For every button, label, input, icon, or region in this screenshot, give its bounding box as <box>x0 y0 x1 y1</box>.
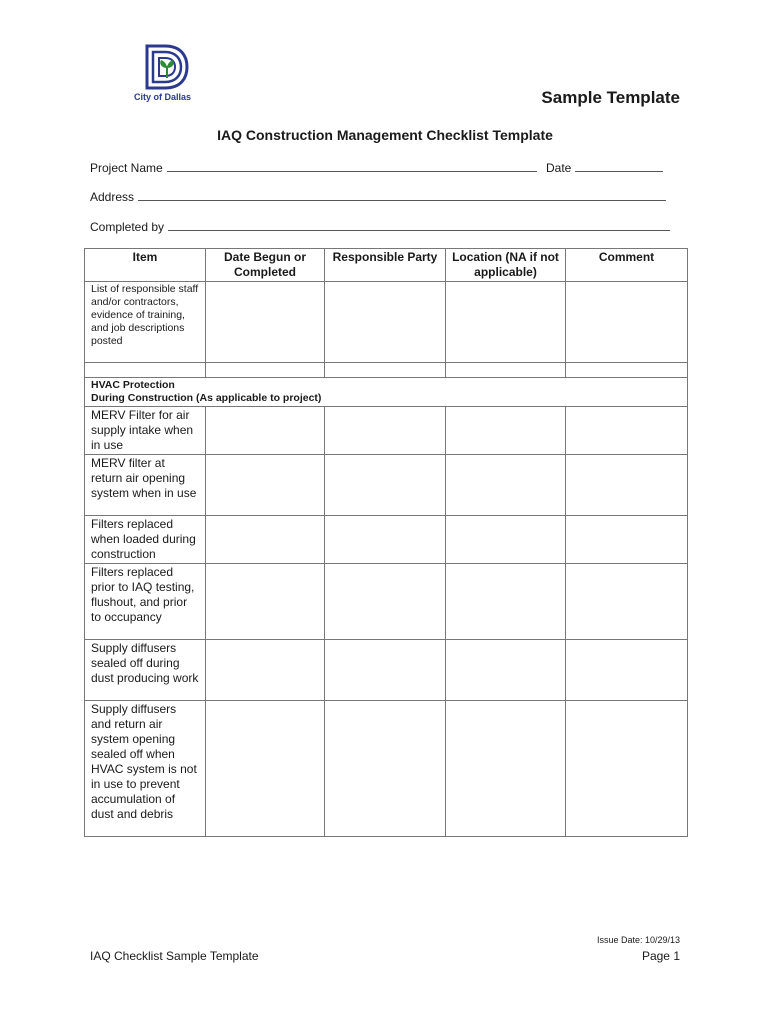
empty-cell[interactable] <box>566 455 688 516</box>
project-name-field <box>90 161 537 175</box>
table-row <box>85 701 688 837</box>
city-logo <box>134 44 208 106</box>
empty-cell[interactable] <box>446 363 566 378</box>
section-row <box>85 378 688 407</box>
header-date-begun: Date Begun or Completed <box>206 249 325 282</box>
empty-cell[interactable] <box>206 640 325 701</box>
empty-cell[interactable] <box>446 640 566 701</box>
empty-cell[interactable] <box>206 516 325 564</box>
project-name-line <box>167 161 537 172</box>
table-row <box>85 564 688 640</box>
item-cell: List of responsible staff and/or contractors, evidence of training, and job descriptions posted <box>85 282 206 363</box>
sample-template-heading: Sample Template <box>541 88 680 107</box>
document-title: IAQ Construction Management Checklist Template <box>217 127 553 143</box>
completed-by-field <box>90 220 670 234</box>
empty-cell[interactable] <box>566 282 688 363</box>
table-row <box>85 363 688 378</box>
address-label: Address <box>90 190 135 204</box>
footer-document-name: IAQ Checklist Sample Template <box>90 949 259 963</box>
empty-cell[interactable] <box>566 564 688 640</box>
table-header-row <box>85 249 688 282</box>
empty-cell[interactable] <box>446 516 566 564</box>
section-heading <box>85 378 688 407</box>
issue-date: Issue Date: 10/29/13 <box>596 935 680 945</box>
empty-cell[interactable] <box>446 455 566 516</box>
table-row <box>85 282 688 363</box>
empty-cell[interactable] <box>325 407 446 455</box>
empty-cell[interactable] <box>206 455 325 516</box>
empty-cell[interactable] <box>206 564 325 640</box>
empty-cell[interactable] <box>325 516 446 564</box>
completed-by-line <box>168 220 670 231</box>
empty-cell[interactable] <box>325 640 446 701</box>
header-location: Location (NA if not applicable) <box>446 249 566 282</box>
empty-cell[interactable] <box>206 407 325 455</box>
date-field <box>546 161 663 175</box>
empty-cell[interactable] <box>566 701 688 837</box>
empty-cell[interactable] <box>446 407 566 455</box>
header-item: Item <box>85 249 206 282</box>
empty-cell[interactable] <box>566 407 688 455</box>
section-line2: During Construction (As applicable to project) <box>91 392 322 404</box>
item-cell: Supply diffusers and return air system opening sealed off when HVAC system is not in use to prevent accumulation of dust and debris <box>85 701 206 837</box>
empty-cell[interactable] <box>446 564 566 640</box>
item-cell: Filters replaced prior to IAQ testing, flushout, and prior to occupancy <box>85 564 206 640</box>
completed-by-label: Completed by <box>90 220 165 234</box>
empty-cell[interactable] <box>566 516 688 564</box>
item-cell: Filters replaced when loaded during construction <box>85 516 206 564</box>
table-row <box>85 640 688 701</box>
empty-cell[interactable] <box>325 564 446 640</box>
item-cell: Supply diffusers sealed off during dust producing work <box>85 640 206 701</box>
date-line <box>575 161 663 172</box>
empty-cell[interactable] <box>566 640 688 701</box>
empty-cell[interactable] <box>85 363 206 378</box>
project-name-label: Project Name <box>90 161 163 175</box>
date-label: Date <box>546 161 572 175</box>
empty-cell[interactable] <box>446 282 566 363</box>
logo-text: City of Dallas <box>134 92 192 102</box>
table-row <box>85 516 688 564</box>
table-row <box>85 455 688 516</box>
page-number: Page 1 <box>641 949 680 963</box>
header-comment: Comment <box>566 249 688 282</box>
empty-cell[interactable] <box>325 363 446 378</box>
empty-cell[interactable] <box>446 701 566 837</box>
empty-cell[interactable] <box>206 701 325 837</box>
address-field <box>90 190 666 204</box>
empty-cell[interactable] <box>325 282 446 363</box>
empty-cell[interactable] <box>206 282 325 363</box>
checklist-table <box>84 248 688 837</box>
item-cell: MERV filter at return air opening system when in use <box>85 455 206 516</box>
table-row <box>85 407 688 455</box>
address-line <box>138 190 666 201</box>
section-line1: HVAC Protection <box>91 379 175 391</box>
city-of-dallas-logo-icon <box>145 44 189 90</box>
empty-cell[interactable] <box>566 363 688 378</box>
item-cell: MERV Filter for air supply intake when in use <box>85 407 206 455</box>
empty-cell[interactable] <box>325 701 446 837</box>
empty-cell[interactable] <box>206 363 325 378</box>
header-responsible-party: Responsible Party <box>325 249 446 282</box>
empty-cell[interactable] <box>325 455 446 516</box>
